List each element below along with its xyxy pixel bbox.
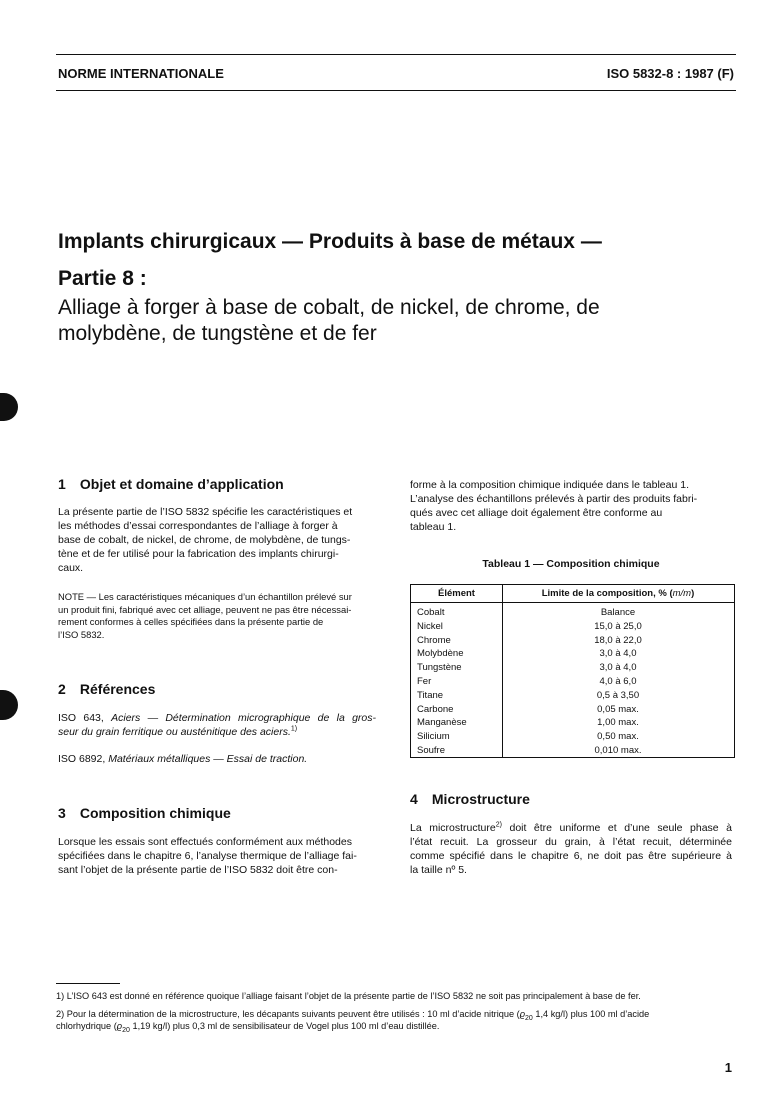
column-header-limit	[502, 585, 734, 603]
table-row	[411, 647, 734, 661]
element-cell: Titane	[417, 689, 444, 701]
section-3-continuation	[410, 478, 732, 534]
column-header-text: )	[691, 588, 695, 599]
text-line: les méthodes d’essai correspondantes de l’alliage à forger à	[58, 520, 338, 532]
table-row	[411, 675, 734, 689]
reference-code: ISO 6892,	[58, 753, 106, 765]
limit-cell: 3,0 à 4,0	[599, 662, 637, 674]
section-1-paragraph	[58, 505, 376, 575]
document-title: Implants chirurgicaux — Produits à base de métaux —	[58, 230, 602, 253]
text-span: 2) Pour la détermination de la microstructure, les décapants suivants peuvent être utilisés : 10 ml d’acide nitrique (	[56, 1009, 520, 1019]
section-4-paragraph	[410, 821, 732, 877]
table-row	[411, 620, 734, 634]
punch-hole-mark	[0, 690, 18, 720]
limit-cell: 3,0 à 4,0	[599, 648, 637, 660]
header-rule-bottom	[56, 90, 736, 91]
section-3-heading	[58, 805, 231, 821]
element-cell: Nickel	[417, 620, 443, 632]
text-line: L’analyse des échantillons prélevés à partir des produits fabri-	[410, 493, 698, 505]
text-line: caux.	[58, 562, 84, 574]
footnote-rule	[56, 983, 120, 984]
element-cell: Cobalt	[417, 607, 445, 618]
text-line: sant l’objet de la présente partie de l’ISO 5832 doit être con-	[58, 864, 338, 876]
element-cell: Fer	[417, 675, 432, 687]
column-header-text: Limite de la composition, % (	[541, 588, 673, 599]
section-title: Références	[79, 681, 156, 697]
footnote-2	[56, 1008, 736, 1033]
section-number: 1	[58, 476, 66, 492]
footnote-line	[56, 1008, 736, 1020]
element-cell: Tungstène	[417, 662, 462, 674]
text-span: 1,4 kg/l) plus 100 ml d’acide	[532, 1009, 650, 1019]
limit-cell: 0,010 max.	[594, 744, 642, 756]
reference-code: ISO 643,	[58, 712, 104, 724]
section-1-note	[58, 591, 376, 641]
section-title: Microstructure	[431, 791, 530, 807]
section-number: 2	[58, 681, 66, 697]
density-symbol: ϱ	[519, 1009, 526, 1019]
reference-title: Aciers — Détermination micrographique de la gros-	[111, 712, 376, 724]
limit-cell: 0,05 max.	[597, 703, 639, 715]
density-symbol: ϱ	[116, 1021, 123, 1032]
footnote-1: 1) L’ISO 643 est donné en référence quoique l’alliage faisant l’objet de la présente partie de l’ISO 5832 ne soit pas principalement à base de fer.	[56, 991, 641, 1001]
section-4-heading	[410, 791, 530, 807]
limit-cell: 4,0 à 6,0	[599, 675, 637, 687]
element-cell: Soufre	[417, 744, 445, 756]
limit-cell: 0,5 à 3,50	[596, 689, 640, 701]
text-line: l’état recuit. La grosseur du grain, à l’état recuit, déterminée	[410, 836, 732, 848]
text-span: 1,19 kg/l) plus 0,3 ml de sensibilisateur de Vogel plus 100 ml d’eau distillée.	[129, 1021, 440, 1032]
footnote-marker: 2)	[495, 821, 502, 829]
reference-title: seur du grain ferritique ou austénitique des aciers.	[58, 726, 291, 738]
table-row	[411, 689, 734, 703]
limit-cell: 0,50 max.	[597, 731, 639, 743]
page-number: 1	[724, 1060, 732, 1075]
section-title: Objet et domaine d’application	[79, 476, 284, 492]
text-line: tableau 1.	[410, 521, 457, 533]
table-row	[411, 661, 734, 675]
table-header-row	[411, 585, 734, 603]
header-rule-top	[56, 54, 736, 55]
element-cell: Carbone	[417, 703, 454, 715]
unit-label: m/m	[672, 588, 692, 599]
note-line: un produit fini, fabriqué avec cet alliage, peuvent ne pas être nécessai-	[58, 603, 352, 615]
subscript: 20	[122, 1027, 130, 1035]
table-caption: Tableau 1 — Composition chimique	[482, 558, 660, 570]
limit-cell: 1,00 max.	[597, 717, 639, 729]
text-span: doit être uniforme et d’une seule phase à	[501, 822, 732, 834]
text-span: chlorhydrique (	[56, 1021, 117, 1032]
reference-iso-643	[58, 711, 376, 739]
footnote-marker: 1)	[290, 725, 298, 733]
reference-iso-6892	[58, 752, 376, 766]
table-row	[411, 716, 734, 730]
text-line: Lorsque les essais sont effectués conformément aux méthodes	[58, 836, 352, 848]
note-line: rement conformes à celles spécifiées dans la présente partie de	[58, 616, 324, 628]
note-line: l’ISO 5832.	[58, 628, 105, 640]
table-row	[411, 603, 734, 620]
subtitle-line-2: molybdène, de tungstène et de fer	[58, 322, 377, 345]
text-line: base de cobalt, de nickel, de chrome, de molybdène, de tungs-	[58, 534, 351, 546]
limit-cell: 15,0 à 25,0	[594, 620, 642, 632]
element-cell: Molybdène	[417, 648, 464, 660]
table-row	[411, 744, 734, 758]
reference-title: Matériaux métalliques — Essai de traction.	[108, 753, 308, 765]
text-line: la taille nº 5.	[410, 864, 467, 876]
column-header-element: Élément	[411, 585, 502, 603]
element-cell: Chrome	[417, 634, 451, 646]
section-number: 4	[410, 791, 418, 807]
section-1-heading	[58, 476, 284, 492]
punch-hole-mark	[0, 393, 18, 421]
text-line: spécifiées dans le chapitre 6, l’analyse thermique de l’alliage fai-	[58, 850, 357, 862]
element-cell: Manganèse	[417, 717, 467, 729]
table-row	[411, 634, 734, 648]
reference-line	[58, 725, 376, 739]
header-right: ISO 5832-8 : 1987 (F)	[606, 66, 734, 81]
limit-cell: Balance	[600, 607, 636, 618]
limit-cell: 18,0 à 22,0	[594, 634, 642, 646]
note-line: NOTE — Les caractéristiques mécaniques d’un échantillon prélevé sur	[58, 591, 352, 602]
text-line: comme spécifié dans le chapitre 6, ne doit pas être supérieure à	[410, 850, 732, 862]
text-line: La présente partie de l’ISO 5832 spécifie les caractéristiques et	[58, 506, 353, 518]
footnote-line	[56, 1020, 736, 1035]
table-row	[411, 730, 734, 744]
reference-line	[58, 711, 376, 725]
text-line: tène et de fer utilisé pour la fabrication des implants chirurgi-	[58, 548, 339, 560]
section-2-heading	[58, 681, 155, 697]
subscript: 20	[525, 1014, 533, 1022]
part-label: Partie 8 :	[58, 267, 147, 290]
text-span: La microstructure	[410, 822, 496, 834]
table-row	[411, 703, 734, 717]
composition-table	[411, 585, 734, 758]
text-line	[410, 821, 732, 835]
element-cell: Silicium	[417, 731, 450, 743]
text-line: qués avec cet alliage doit également être conforme au	[410, 507, 663, 519]
section-number: 3	[58, 805, 66, 821]
section-title: Composition chimique	[79, 805, 231, 821]
subtitle-line-1: Alliage à forger à base de cobalt, de nickel, de chrome, de	[58, 296, 600, 319]
text-line: forme à la composition chimique indiquée dans le tableau 1.	[410, 479, 690, 491]
section-3-paragraph	[58, 835, 376, 877]
header-left: NORME INTERNATIONALE	[58, 66, 224, 81]
